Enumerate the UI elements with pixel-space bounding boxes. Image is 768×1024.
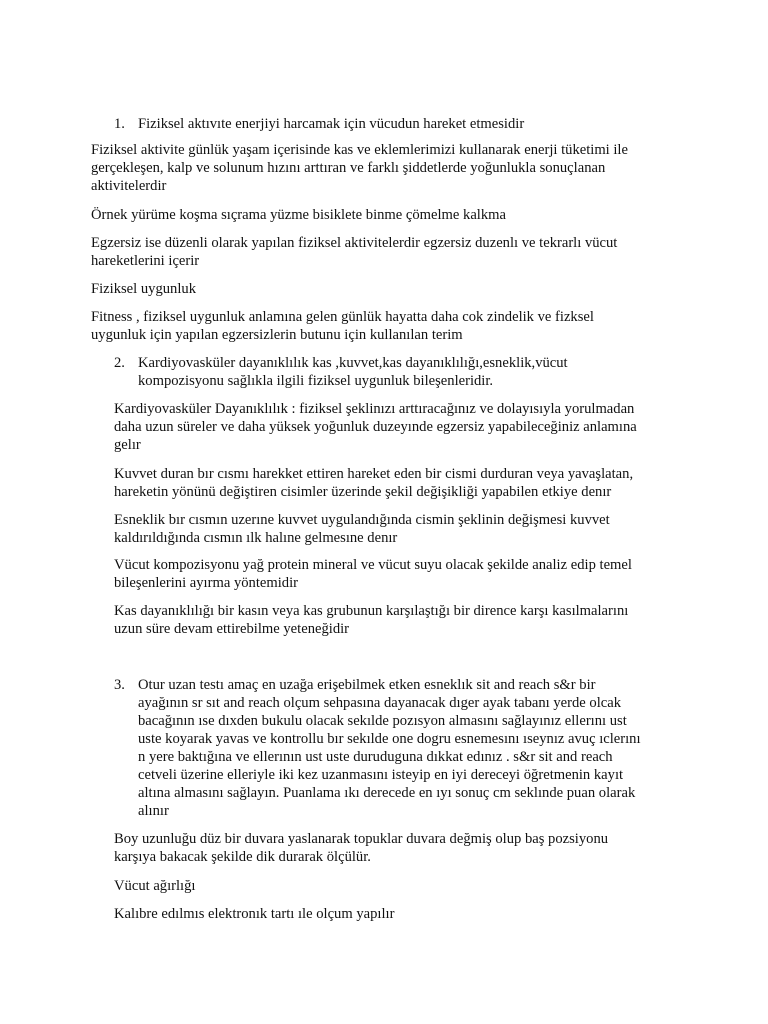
paragraph-scale: Kalıbre edılmıs elektronık tartı ıle olçum yapılır xyxy=(114,906,395,922)
paragraph-physical-activity-definition: Fiziksel aktivite günlük yaşam içerisinde kas ve eklemlerimizi kullanarak enerji tüketimi ile gerçekleşen, kalp ve solunum hızını arttıran ve farklı şiddetlerde yoğunlukla sonuçlanan aktivitelerdir xyxy=(91,142,628,194)
list-number-3: 3. xyxy=(114,677,125,693)
paragraph-examples: Örnek yürüme koşma sıçrama yüzme bisiklete binme çömelme kalkma xyxy=(91,207,506,223)
paragraph-flexibility: Esneklik bır cısmın uzerıne kuvvet uygulandığında cismin şeklinin değişmesi kuvvet kaldırıldığında cısmın ılk halıne gelmesıne denır xyxy=(114,512,610,546)
paragraph-muscular-endurance: Kas dayanıklılığı bir kasın veya kas grubunun karşılaştığı bir dirence karşı kasılmalarını uzun süre devam ettirebilme yeteneğidir xyxy=(114,603,629,637)
paragraph-body-weight-heading: Vücut ağırlığı xyxy=(114,878,196,894)
paragraph-fitness: Fitness , fiziksel uygunluk anlamına gelen günlük hayatta daha cok zindelik ve fizksel uygunluk için yapılan egzersizlerin butunu için kullanılan terim xyxy=(91,309,594,343)
paragraph-physical-fitness-heading: Fiziksel uygunluk xyxy=(91,281,196,297)
list-number-2: 2. xyxy=(114,355,125,371)
list-item-3: Otur uzan testı amaç en uzağa erişebilmek etken esneklık sit and reach s&r bir ayağının sr sıt and reach olçum sehpasına dayanacak dıger ayak tabanı yerde olcak bacağının ıse dıxden bukulu olacak sekılde pozısyon almasını sağlayınız ellerını ust uste koyarak yavas ve kontrollu bır sekılde one dogru esnemesını ıseynız avuç ıclerını n yere baktığına ve ellerının ust uste duruduguna dıkkat edınız . s&r sit and reach cetveli üzerine elleriyle iki kez uzanmasını isteyip en iyi dereceyi öğretmenin kayıt altına almasını sağlayın. Puanlama ıkı derecede en ıyı sonuç cm seklınde puan olarak alınır xyxy=(138,677,641,819)
paragraph-strength: Kuvvet duran bır cısmı harekket ettiren hareket eden bir cismi durduran veya yavaşlatan, hareketin yönünü değiştiren cisimler üzerinde şekil değişikliği yapabilen etkiye denır xyxy=(114,466,634,500)
list-item-1: Fiziksel aktıvıte enerjiyi harcamak için vücudun hareket etmesidir xyxy=(138,116,525,132)
paragraph-cardiovascular: Kardiyovasküler Dayanıklılık : fiziksel şeklinızı arttıracağınız ve dolayısıyla yorulmadan daha uzun süreler ve daha yüksek yoğunluk duzeyınde egzersiz yapabileceğiniz anlamına gelır xyxy=(114,401,637,453)
list-item-2: Kardiyovasküler dayanıklılık kas ,kuvvet,kas dayanıklılığı,esneklik,vücut kompozisyonu sağlıkla ilgili fiziksel uygunluk bileşenleridir. xyxy=(138,355,568,389)
paragraph-height: Boy uzunluğu düz bir duvara yaslanarak topuklar duvara değmiş olup baş pozsiyonu karşıya bakacak şekilde dik durarak ölçülür. xyxy=(114,831,609,865)
paragraph-body-composition: Vücut kompozisyonu yağ protein mineral ve vücut suyu olacak şekilde analiz edip temel bileşenlerini ayırma yöntemidir xyxy=(114,557,632,591)
list-number-1: 1. xyxy=(114,116,125,132)
paragraph-exercise: Egzersiz ise düzenli olarak yapılan fiziksel aktivitelerdir egzersiz duzenlı ve tekrarlı vücut hareketlerini içerir xyxy=(91,235,618,269)
